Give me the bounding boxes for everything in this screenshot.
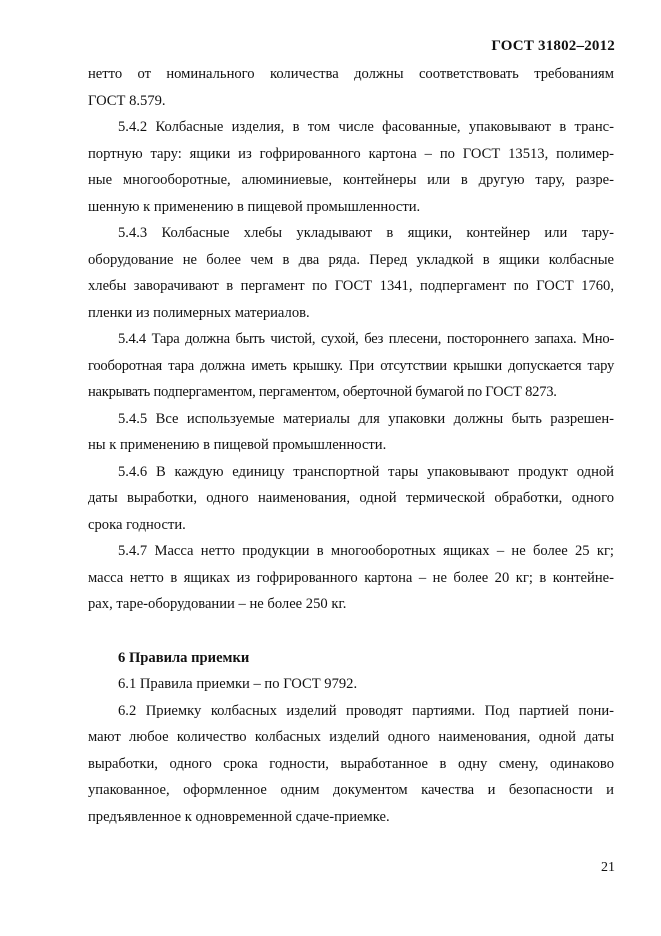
text-line: срока годности. [88,516,186,533]
text-line: пленки из полимерных материалов. [88,304,310,321]
paragraph-5-4-2 [88,114,614,220]
text-line: выработки, одного срока годности, выработанное в одну смену, одинаково [88,755,614,772]
text-line: гооборотная тара должна иметь крышку. При отсутствии крышки допускается тару [88,357,614,374]
paragraph-5-4-3 [88,220,614,326]
paragraph-6-1: 6.1 Правила приемки – по ГОСТ 9792. [118,676,358,692]
text-line: рах, таре-оборудовании – не более 250 кг. [88,596,347,612]
text-line: хлебы заворачивают в пергамент по ГОСТ 1341, подпергамент по ГОСТ 1760, [88,278,614,294]
text-line: ные многооборотные, алюминиевые, контейнеры или в другую тару, разре- [88,172,614,188]
text-line: мают любое количество колбасных изделий одного наименования, одной даты [88,729,614,745]
page-body [88,61,614,830]
text-line: 6.2 Приемку колбасных изделий проводят партиями. Под партией пони- [118,702,614,719]
text-line: упакованное, оформленное одним документом качества и безопасности и [88,782,614,798]
text-line: портную тару: ящики из гофрированного картона – по ГОСТ 13513, полимер- [88,145,614,162]
text-line: 5.4.6 В каждую единицу транспортной тары упаковывают продукт одной [118,463,614,480]
text-line: масса нетто в ящиках из гофрированного картона – не более 20 кг; в контейне- [88,569,614,586]
text-line: 5.4.4 Тара должна быть чистой, сухой, без плесени, постороннего запаха. Мно- [118,331,614,347]
text-line: 5.4.5 Все используемые материалы для упаковки должны быть разрешен- [118,410,614,427]
paragraph-5-4-4 [88,326,614,406]
text-line: даты выработки, одного наименования, одной термической обработки, одного [88,490,614,506]
text-line: 5.4.3 Колбасные хлебы укладывают в ящики, контейнер или тару- [118,225,614,241]
text-line: предъявленное к одновременной сдаче-приемке. [88,808,390,825]
text-line: накрывать подпергаментом, пергаментом, оберточной бумагой по ГОСТ 8273. [88,384,557,400]
page-number: 21 [601,860,615,875]
text-line: шенную к применению в пищевой промышленности. [88,198,421,215]
text-line: ГОСТ 8.579. [88,92,166,109]
paragraph-continuation [88,61,614,114]
paragraph-6-2 [88,698,614,831]
document-header: ГОСТ 31802–2012 [491,38,615,54]
text-line: 5.4.2 Колбасные изделия, в том числе фасованные, упаковывают в транс- [118,119,614,135]
paragraph-5-4-5 [88,406,614,459]
text-line: нетто от номинального количества должны соответствовать требованиям [88,66,614,82]
text-line: ны к применению в пищевой промышленности. [88,437,387,453]
paragraph-5-4-7 [88,538,614,618]
section-6-title: 6 Правила приемки [118,649,250,666]
text-line: 5.4.7 Масса нетто продукции в многооборотных ящиках – не более 25 кг; [118,543,614,559]
paragraph-5-4-6 [88,459,614,539]
text-line: оборудование не более чем в два ряда. Перед укладкой в ящики колбасные [88,251,614,268]
